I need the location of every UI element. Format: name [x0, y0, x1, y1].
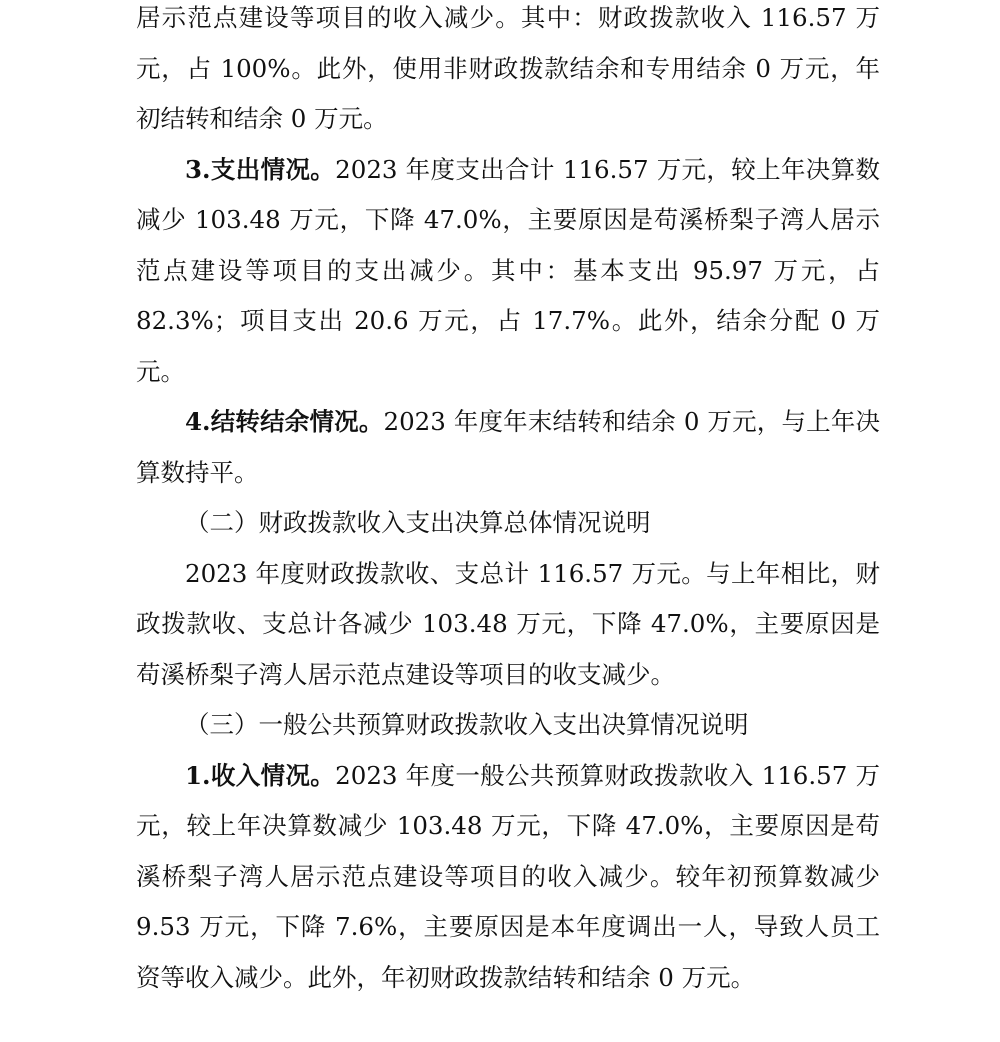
- paragraph-carryover: [136, 397, 880, 498]
- section-heading-3: （三）一般公共预算财政拨款收入支出决算情况说明: [185, 710, 749, 739]
- paragraph-income-continued: [136, 0, 880, 145]
- paragraph-general-budget-income: [136, 751, 880, 1004]
- paragraph-text: 居示范点建设等项目的收入减少。其中：财政拨款收入 116.57 万元，占 100%。此外，使用非财政拨款结余和专用结余 0 万元，年初结转和结余 0 万元。: [136, 3, 880, 133]
- paragraph-expenditure: [136, 145, 880, 398]
- paragraph-fiscal-overall: 2023 年度财政拨款收、支总计 116.57 万元。与上年相比，财政拨款收、支总计各减少 103.48 万元，下降 47.0%，主要原因是苟溪桥梨子湾人居示范点建设等项目的收支减少。: [136, 558, 880, 689]
- document-body: [136, 0, 880, 1003]
- paragraph-text: 2023 年度支出合计 116.57 万元，较上年决算数减少 103.48 万元，下降 47.0%，主要原因是苟溪桥梨子湾人居示范点建设等项目的支出减少。其中：基本支出 95.97 万元，占 82.3%；项目支出 20.6 万元，占 17.7%。此外，结余分配 0 万元。: [136, 154, 880, 386]
- paragraph-text: 2023 年度年末结转和结余 0 万元，与上年决算数持平。: [136, 407, 880, 487]
- paragraph-lead: 4.结转结余情况。: [185, 407, 384, 436]
- paragraph-lead: 1.收入情况。: [185, 760, 336, 790]
- paragraph-text: 2023 年度一般公共预算财政拨款收入 116.57 万元，较上年决算数减少 103.48 万元，下降 47.0%，主要原因是苟溪桥梨子湾人居示范点建设等项目的收入减少。较年初预算数减少 9.53 万元，下降 7.6%，主要原因是本年度调出一人，导致人员工资等收入减少。此外，年初财政拨款结转和结余 0 万元。: [136, 760, 880, 992]
- section-heading-2: （二）财政拨款收入支出决算总体情况说明: [185, 508, 651, 537]
- paragraph-lead: 3.支出情况。: [185, 154, 336, 184]
